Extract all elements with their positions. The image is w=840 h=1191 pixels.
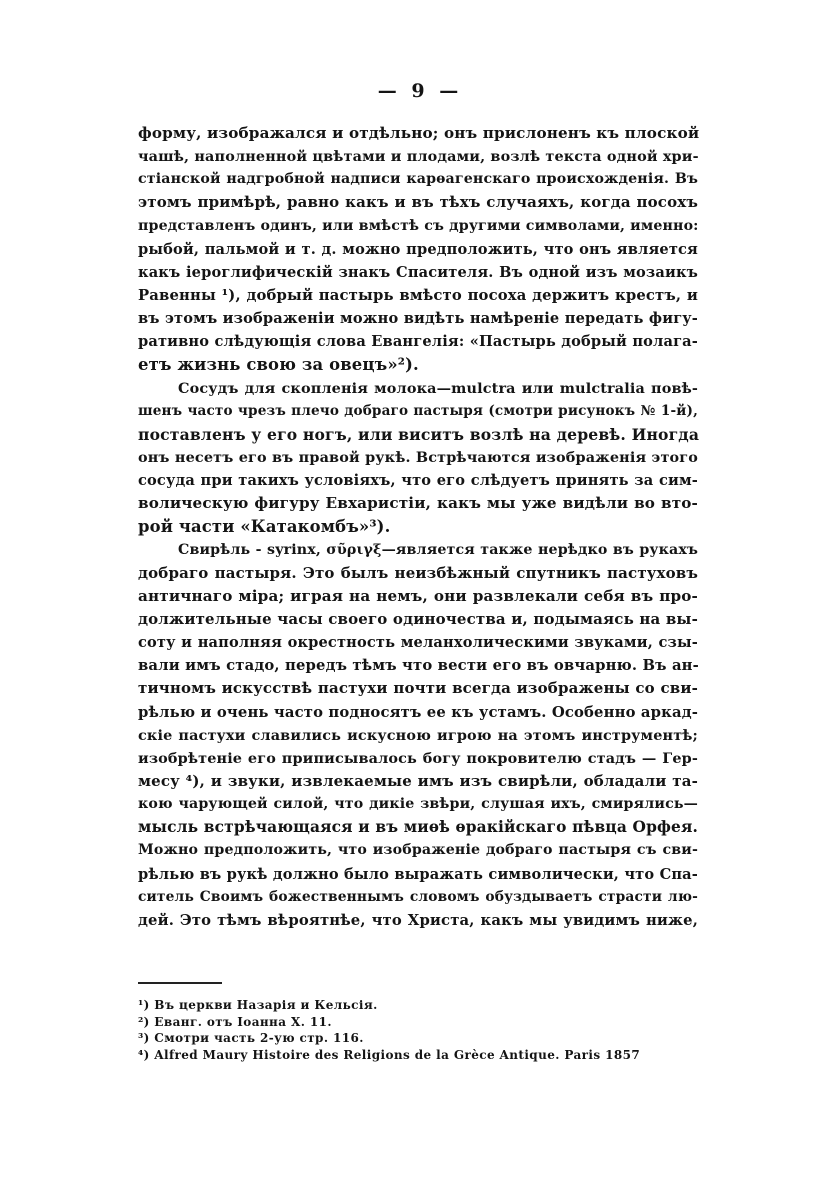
footnote: ¹) Въ церкви Назарія и Кельсія. <box>138 998 378 1012</box>
text-line: скіе пастухи славились искусною игрою на этомъ инструментѣ; <box>138 726 698 744</box>
text-line: рой части «Катакомбъ»³). <box>138 517 391 537</box>
text-line: добраго пастыря. Это былъ неизбѣжный спутникъ пастуховъ <box>138 563 698 582</box>
text-line: стіанской надгробной надписи карѳагенскаго происхожденія. Въ <box>138 171 698 188</box>
text-line: кою чарующей силой, что дикіе звѣри, слушая ихъ, смирялись— <box>138 796 698 813</box>
text-line: античнаго міра; играя на немъ, они развлекали себя въ про- <box>138 586 698 605</box>
text-line: этомъ примѣрѣ, равно какъ и въ тѣхъ случаяхъ, когда посохъ <box>138 193 698 212</box>
text-line: Сосудъ для скопленія молока—mulctra или mulctralia повѣ- <box>178 379 698 397</box>
text-line: ситель Своимъ божественнымъ словомъ обуздываетъ страсти лю- <box>138 888 698 905</box>
text-line: Можно предположить, что изображеніе добраго пастыря съ сви- <box>138 842 698 859</box>
text-line: мысль встрѣчающаяся и въ миѳѣ ѳракійскаго пѣвца Орфея. <box>138 818 698 837</box>
text-line: месу ⁴), и звуки, извлекаемые имъ изъ свирѣли, обладали та- <box>138 771 698 790</box>
footnote: ²) Еванг. отъ Іоанна X. 11. <box>138 1014 332 1029</box>
text-line: ративно слѣдующія слова Евангелія: «Пастырь добрый полага- <box>138 333 698 351</box>
footnote: ³) Смотри часть 2-ую стр. 116. <box>138 1031 364 1045</box>
text-line: онъ несетъ его въ правой рукѣ. Встрѣчаются изображенія этого <box>138 448 698 466</box>
text-line: изобрѣтеніе его приписывалось богу покровителю стадъ — Гер- <box>138 749 698 767</box>
footnote: ⁴) Alfred Maury Histoire des Religions de la Grèce Antique. Paris 1857 <box>138 1047 641 1062</box>
text-line: шенъ часто чрезъ плечо добраго пастыря (смотри рисунокъ № 1-й), <box>138 402 698 419</box>
text-line: рѣлью и очень часто подносятъ ее къ устамъ. Особенно аркад- <box>138 703 699 721</box>
text-line: рыбой, пальмой и т. д. можно предположить, что онъ является <box>138 240 698 258</box>
text-line: Свирѣль - syrinx, σῦριγξ—является также нерѣдко въ рукахъ <box>178 541 698 558</box>
text-line: должительные часы своего одиночества и, подымаясь на вы- <box>138 609 698 628</box>
text-line: поставленъ у его ногъ, или виситъ возлѣ на деревѣ. Иногда <box>138 424 700 444</box>
text-line: представленъ одинъ, или вмѣстѣ съ другими символами, именно: <box>138 217 699 234</box>
text-line: етъ жизнь свою за овецъ»²). <box>138 355 419 375</box>
paragraph-milk-vessel <box>138 377 698 539</box>
text-line: тичномъ искусствѣ пастухи почти всегда изображены со сви- <box>138 679 698 698</box>
text-line: сосуда при такихъ условіяхъ, что его слѣдуетъ принять за сим- <box>138 472 698 490</box>
text-line: чашѣ, наполненной цвѣтами и плодами, возлѣ текста одной хри- <box>138 148 699 166</box>
body-text <box>138 122 698 932</box>
footnote-divider <box>138 982 222 984</box>
text-line: соту и наполняя окрестность меланхолическими звуками, сзы- <box>138 634 698 652</box>
paragraph-shepherd-staff <box>138 122 698 377</box>
page-number: — 9 — <box>377 80 463 102</box>
text-line: волическую фигуру Евхаристіи, какъ мы уже видѣли во вто- <box>138 494 698 513</box>
text-line: какъ іероглифическій знакъ Спасителя. Въ одной изъ мозаикъ <box>138 263 698 281</box>
text-line: вали имъ стадо, передъ тѣмъ что вести его въ овчарню. Въ ан- <box>138 657 699 675</box>
text-line: Равенны ¹), добрый пастырь вмѣсто посоха держитъ крестъ, и <box>138 286 698 304</box>
text-line: рѣлью въ рукѣ должно было выражать символически, что Спа- <box>138 865 698 883</box>
text-line: дей. Это тѣмъ вѣроятнѣе, что Христа, какъ мы увидимъ ниже, <box>138 911 698 929</box>
text-line: форму, изображался и отдѣльно; онъ прислоненъ къ плоской <box>138 124 700 142</box>
text-line: въ этомъ изображеніи можно видѣть намѣреніе передать фигу- <box>138 310 698 328</box>
paragraph-syrinx <box>138 539 698 932</box>
footnotes <box>138 997 698 1063</box>
